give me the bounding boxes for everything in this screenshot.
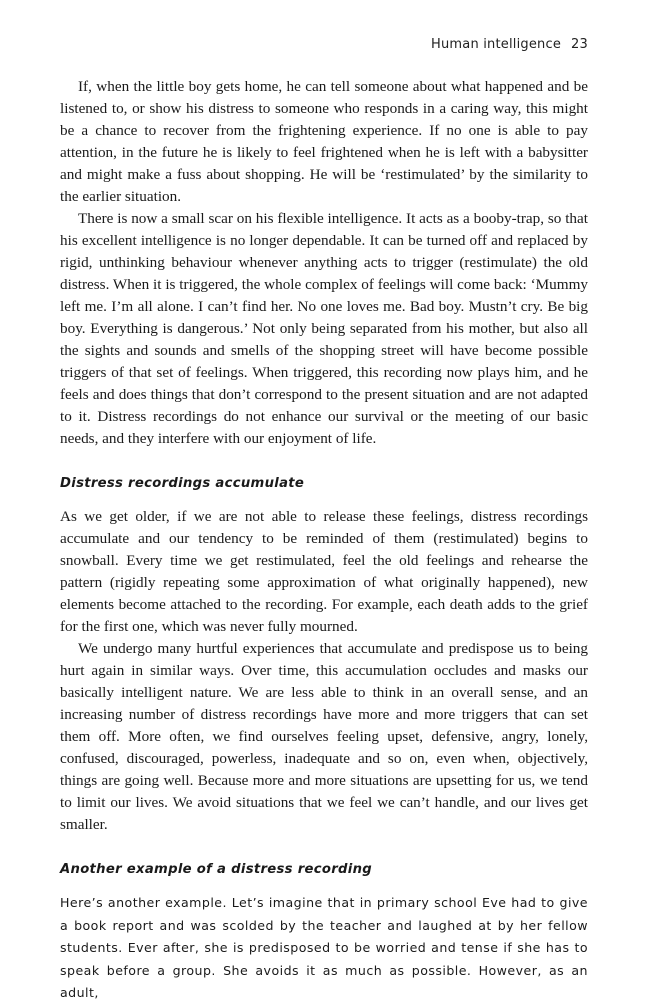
body-paragraph: If, when the little boy gets home, he can tell someone about what happened and be listened to, or show his distress to someone who responds in a caring way, this might be a chance to recover from the frightening experience. If no one is able to pay attention, in the future he is likely to feel frightened when he is left with a babysitter and might make a fuss about shopping. He will be ‘restimulated’ by the similarity to the earlier situation.: [60, 78, 588, 205]
body-paragraph: There is now a small scar on his flexible intelligence. It acts as a booby-trap, so that his excellent intelligence is no longer dependable. It can be turned off and replaced by rigid, unthinking behaviour whenever anything acts to trigger (restimulate) the old distress. When it is triggered, the whole complex of feelings will come back: ‘Mummy left me. I’m all alone. I can’t find her. No one loves me. Bad boy. Mustn’t cry. Be big boy. Everything is dangerous.’ Not only being separated from his mother, but also all the sights and sounds and smells of the shopping street will have become possible triggers of that set of feelings. When triggered, this recording now plays him, and he feels and does things that don’t correspond to the present situation and are not adapted to it. Distress recordings do not enhance our survival or the meeting of our basic needs, and they interfere with our enjoyment of life.: [60, 210, 588, 447]
section-heading: Another example of a distress recording: [60, 862, 373, 877]
body-paragraph: Here’s another example. Let’s imagine that in primary school Eve had to give a book report and was scolded by the teacher and laughed at by her fellow students. Ever after, she is predisposed to be worried and tense if she has to speak before a group. She avoids it as much as possible. However, as an adult,: [60, 895, 588, 1000]
page-number: 23: [571, 37, 588, 52]
body-paragraph: As we get older, if we are not able to release these feelings, distress recordings accumulate and our tendency to be reminded of them (restimulated) begins to snowball. Every time we get restimulated, feel the old feelings and rehearse the pattern (rigidly repeating some approximation of what originally happened), new elements become attached to the recording. For example, each death adds to the grief for the first one, which was never fully mourned.: [60, 508, 588, 635]
running-header: [431, 37, 588, 52]
section-heading: Distress recordings accumulate: [60, 476, 305, 491]
page-body: [60, 76, 588, 1005]
body-paragraph: We undergo many hurtful experiences that accumulate and predispose us to being hurt again in similar ways. Over time, this accumulation occludes and masks our basically intelligent nature. We are less able to think in an overall sense, and an increasing number of distress recordings have more and more triggers that can set them off. More often, we find ourselves feeling upset, defensive, angry, lonely, confused, discouraged, powerless, inadequate and so on, even when, objectively, things are going well. Because more and more situations are upsetting for us, we tend to limit our lives. We avoid situations that we feel we can’t handle, and our lives get smaller.: [60, 640, 588, 833]
running-header-title: Human intelligence: [431, 37, 562, 52]
